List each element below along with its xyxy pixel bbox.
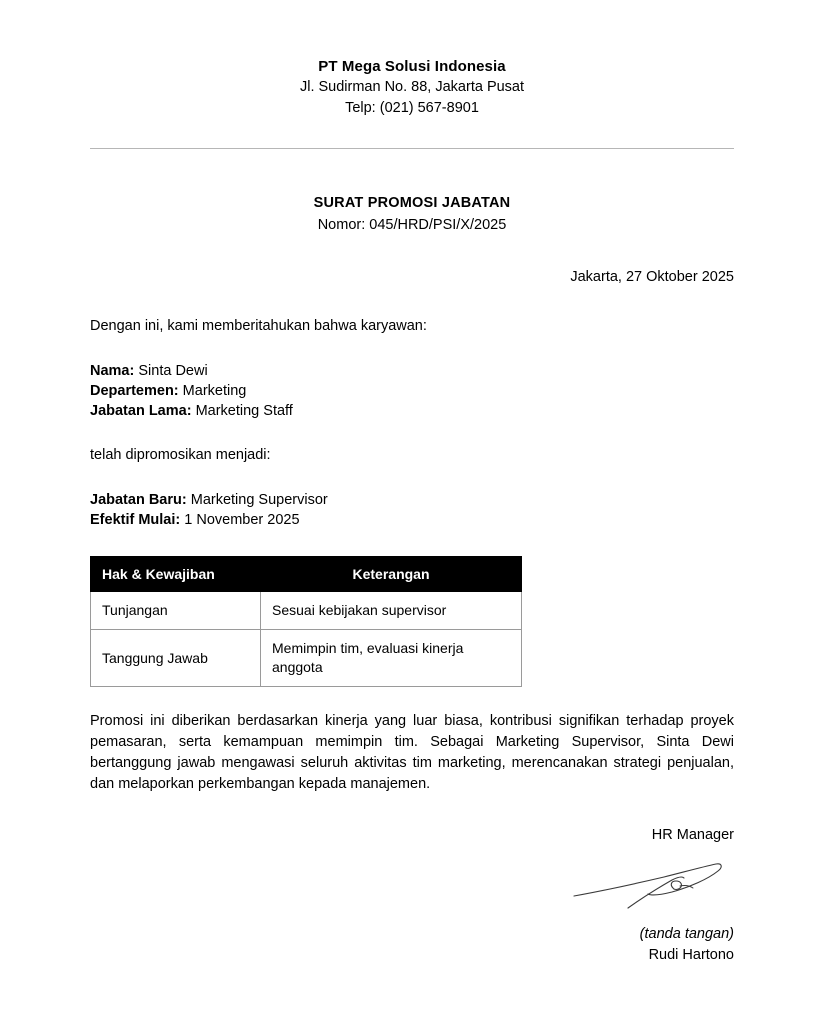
handwritten-signature-icon bbox=[90, 858, 734, 910]
jabatan-baru-value: Marketing Supervisor bbox=[190, 492, 328, 508]
body-paragraph: Promosi ini diberikan berdasarkan kinerja yang luar biasa, kontribusi signifikan terhadap proyek pemasaran, serta kemampuan memimpin tim. Sebagai Marketing Supervisor, Sinta Dewi bertanggung jawab mengawasi seluruh aktivitas tim marketing, merencanakan strategi penjualan, dan melaporkan perkembangan kepada manajemen. bbox=[90, 713, 734, 792]
letterhead bbox=[90, 0, 734, 119]
letterhead-divider bbox=[90, 148, 734, 149]
promotion-line: telah dipromosikan menjadi: bbox=[90, 447, 271, 463]
title-block bbox=[90, 193, 734, 236]
company-phone: Telp: (021) 567-8901 bbox=[345, 100, 479, 116]
departemen-label: Departemen: bbox=[90, 383, 179, 399]
detail-row-jabatan-lama bbox=[90, 401, 734, 421]
rights-and-obligations-table bbox=[90, 556, 522, 687]
jabatan-baru-label: Jabatan Baru: bbox=[90, 492, 187, 508]
table-cell-description: Memimpin tim, evaluasi kinerja anggota bbox=[261, 630, 522, 687]
table-row bbox=[91, 592, 522, 630]
table-cell-description: Sesuai kebijakan supervisor bbox=[261, 592, 522, 630]
detail-row-nama bbox=[90, 361, 734, 381]
table-header-hak-kewajiban: Hak & Kewajiban bbox=[91, 557, 261, 592]
detail-row-efektif-mulai bbox=[90, 510, 734, 530]
signer-role: HR Manager bbox=[651, 827, 734, 843]
detail-row-jabatan-baru bbox=[90, 490, 734, 510]
document-title: SURAT PROMOSI JABATAN bbox=[313, 195, 511, 211]
signature-note: (tanda tangan) bbox=[639, 926, 734, 942]
promotion-details bbox=[90, 490, 734, 530]
table-cell-item: Tanggung Jawab bbox=[91, 630, 261, 687]
jabatan-lama-label: Jabatan Lama: bbox=[90, 403, 192, 419]
efektif-mulai-value: 1 November 2025 bbox=[184, 512, 300, 528]
jabatan-lama-value: Marketing Staff bbox=[195, 403, 293, 419]
intro-line: Dengan ini, kami memberitahukan bahwa karyawan: bbox=[90, 318, 427, 334]
employee-details bbox=[90, 361, 734, 421]
efektif-mulai-label: Efektif Mulai: bbox=[90, 512, 181, 528]
table-cell-item: Tunjangan bbox=[91, 592, 261, 630]
signature-block bbox=[90, 825, 734, 966]
company-address: Jl. Sudirman No. 88, Jakarta Pusat bbox=[299, 79, 525, 95]
document-number: Nomor: 045/HRD/PSI/X/2025 bbox=[317, 217, 507, 233]
company-name: PT Mega Solusi Indonesia bbox=[318, 58, 506, 75]
table-row bbox=[91, 630, 522, 687]
nama-value: Sinta Dewi bbox=[138, 363, 208, 379]
place-and-date: Jakarta, 27 Oktober 2025 bbox=[570, 269, 734, 285]
departemen-value: Marketing bbox=[182, 383, 247, 399]
detail-row-departemen bbox=[90, 381, 734, 401]
table-header-row bbox=[91, 557, 522, 592]
signer-name: Rudi Hartono bbox=[648, 947, 734, 963]
table-header-keterangan: Keterangan bbox=[261, 557, 522, 592]
nama-label: Nama: bbox=[90, 363, 135, 379]
